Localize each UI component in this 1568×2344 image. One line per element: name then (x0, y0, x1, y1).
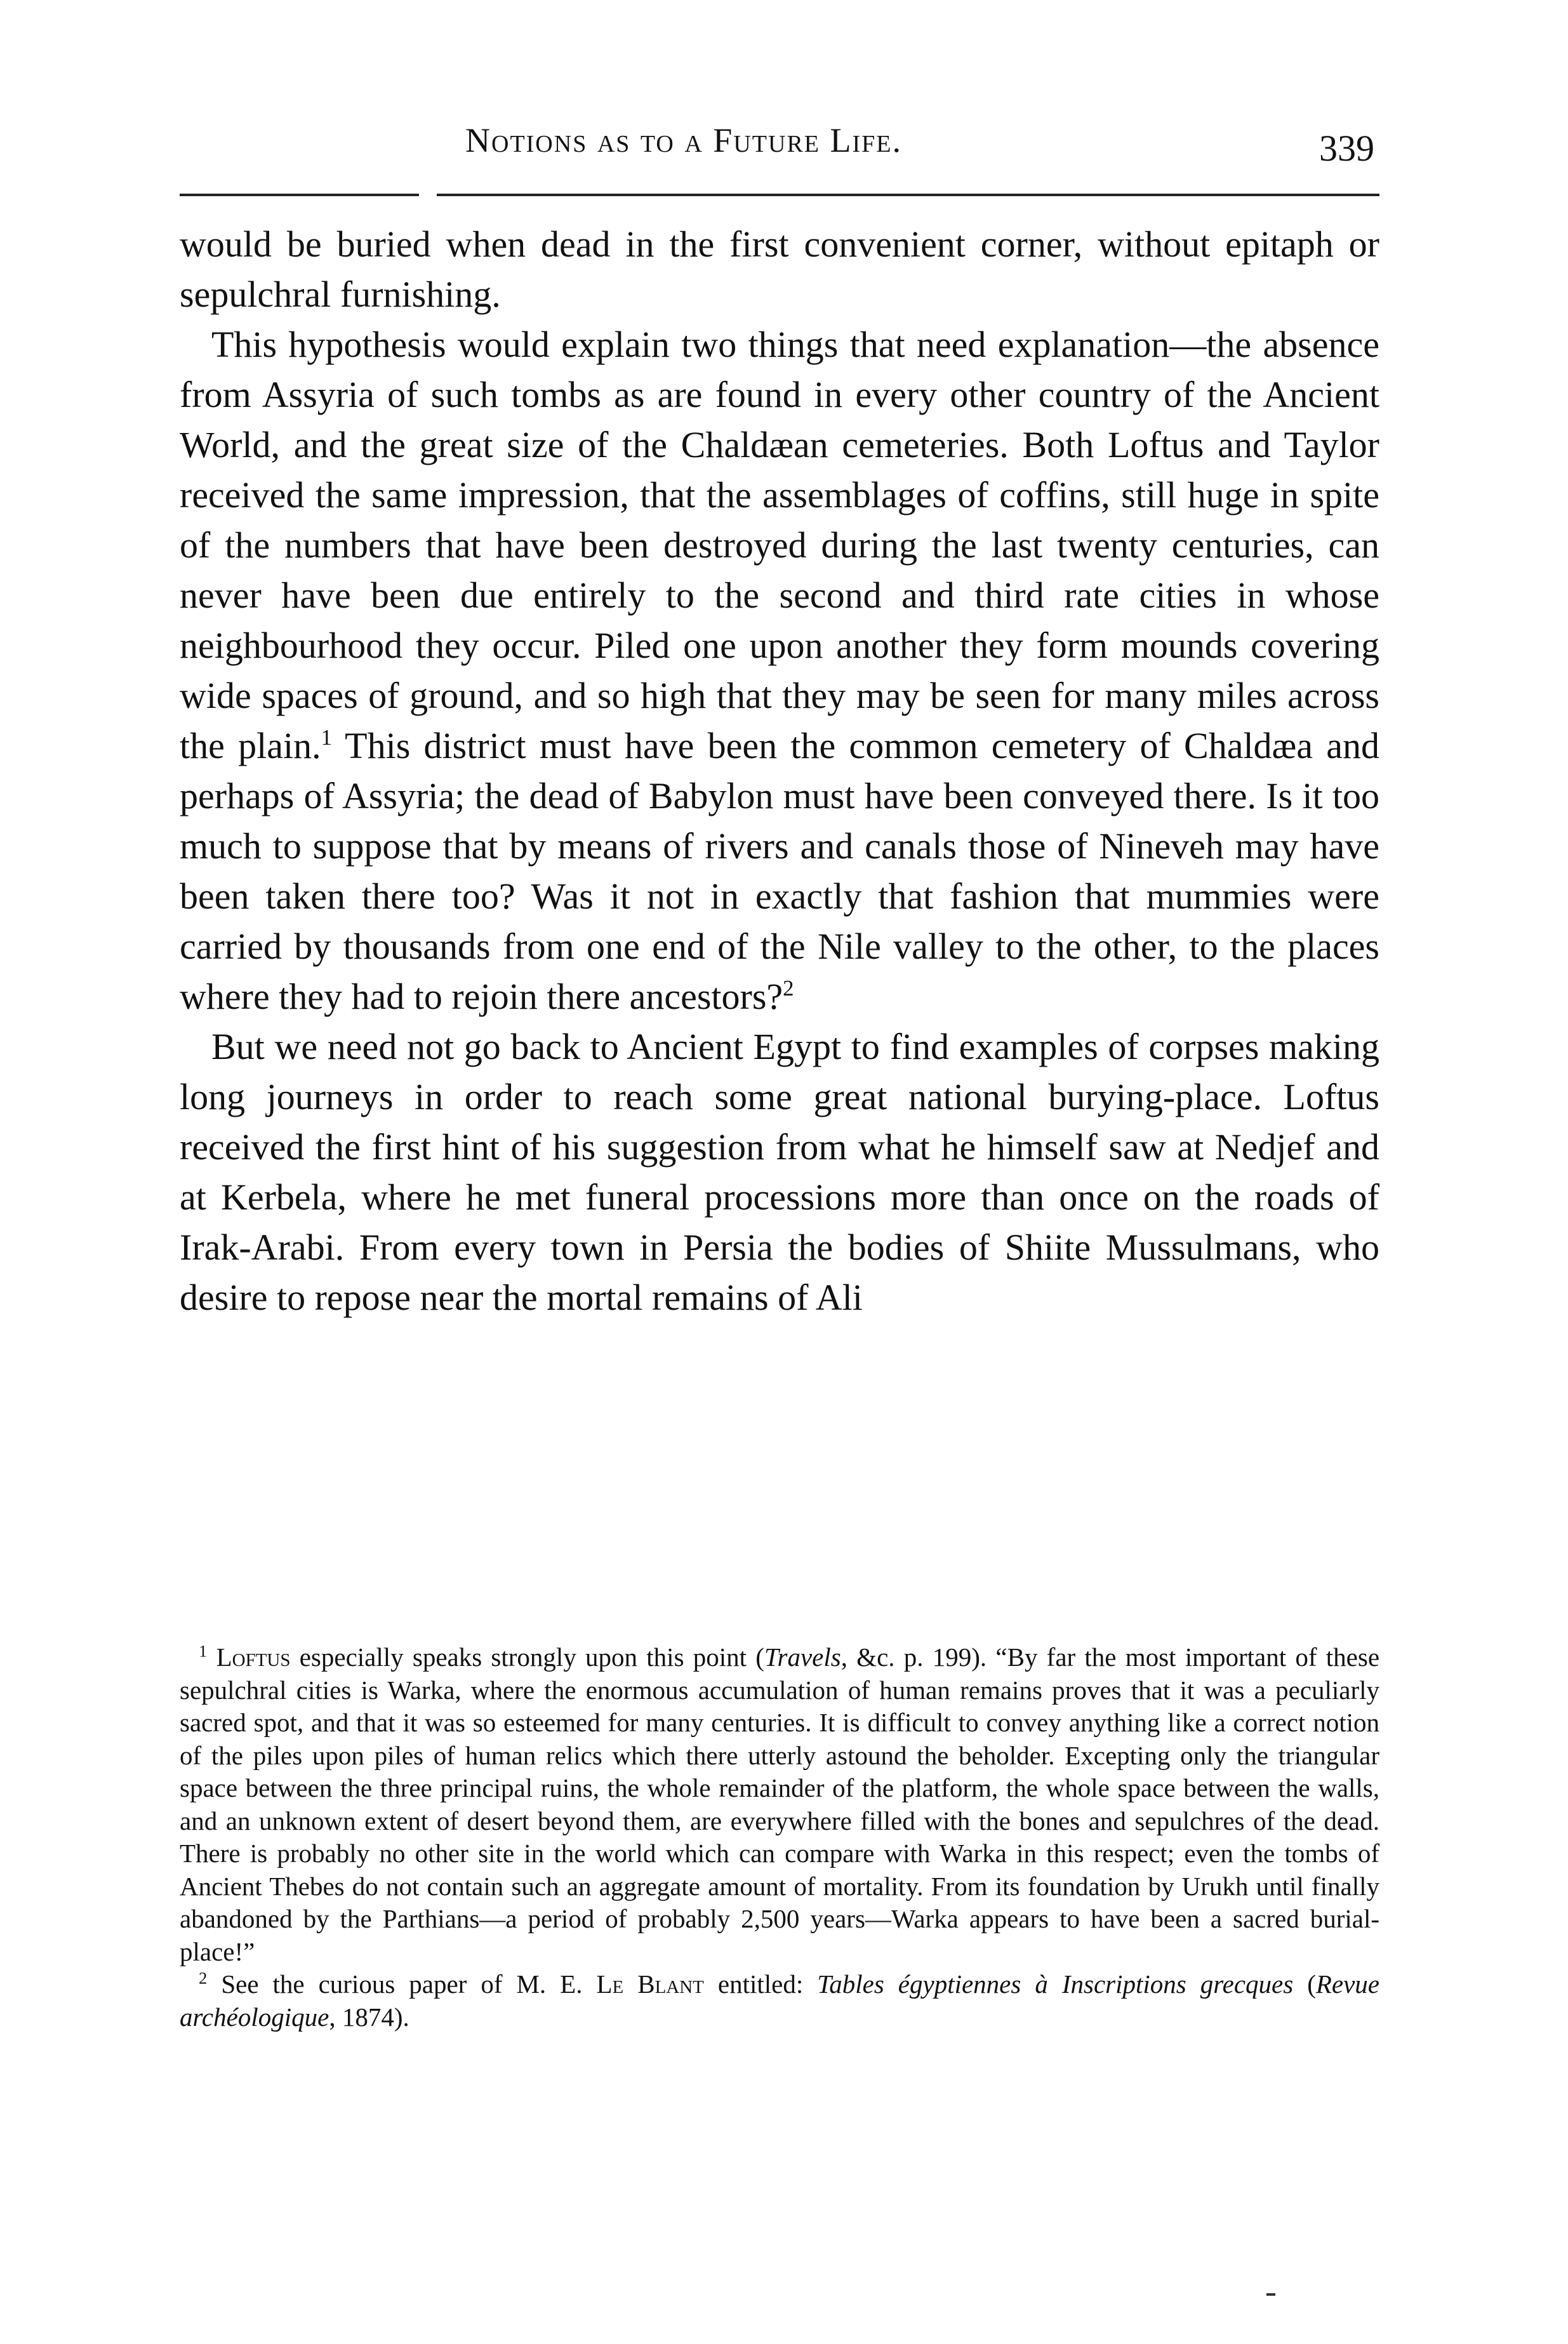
footnote-2 (180, 1968, 1379, 2034)
footnote-1-marker: 1 (199, 1641, 208, 1661)
page-header (180, 121, 1379, 171)
footnote-1 (180, 1641, 1379, 1968)
header-rule (180, 194, 1379, 196)
footnote-2-marker: 2 (199, 1968, 208, 1988)
footnotes (180, 1641, 1379, 2034)
footnote-2-text-d: , 1874). (329, 2002, 409, 2032)
scan-speck (1266, 2293, 1275, 2296)
paragraph-2-part-b: This district must have been the common cemetery of Chaldæa and perhaps of Assyria; the dead of Babylon must have been conveyed there. Is it too much to suppose that by means of rivers and canals those of Nineveh may have been taken there too? Was it not in exactly that fashion that mummies were carried by thousands from one end of the Nile valley to the other, to the places where they had to rejoin there ancestors? (180, 725, 1379, 1017)
main-text (180, 219, 1379, 1322)
running-title: Notions as to a Future Life. (465, 121, 902, 159)
footnote-2-text-c: ( (1293, 1969, 1316, 1999)
footnote-1-text-a: especially speaks strongly upon this point ( (290, 1642, 764, 1672)
paragraph-3: But we need not go back to Ancient Egypt to find examples of corpses making long journeys in order to reach some great national burying-place. Loftus received the first hint of his suggestion from what he himself saw at Nedjef and at Kerbela, where he met funeral processions more than once on the roads of Irak-Arabi. From every town in Persia the bodies of Shiite Mussulmans, who desire to repose near the mortal remains of Ali (180, 1026, 1379, 1318)
page-number: 339 (1319, 128, 1374, 169)
footnote-1-author: Loftus (216, 1642, 291, 1672)
paragraph-2-part-a: This hypothesis would explain two things that need explanation—the absence from Assyria of such tombs as are found in every other country of the Ancient World, and the great size of the Chaldæan cemeteries. Both Loftus and Taylor received the same impression, that the assemblages of coffins, still huge in spite of the numbers that have been destroyed during the last twenty centuries, can never have been due entirely to the second and third rate cities in whose neighbourhood they occur. Piled one upon another they form mounds covering wide spaces of ground, and so high that they may be seen for many miles across the plain. (180, 324, 1379, 766)
footnote-2-text-b: entitled: (703, 1969, 818, 1999)
footnote-1-work: Travels (764, 1642, 841, 1672)
footnote-1-text-b: , &c. p. 199). “By far the most important of these sepulchral cities is Warka, where the enormous accumulation of human remains proves that it was a peculiarly sacred spot, and that it was so esteemed for many centuries. It is difficult to convey anything like a correct notion of the piles upon piles of human relics which there utterly astound the beholder. Excepting only the triangular space between the three principal ruins, the whole remainder of the platform, the whole space between the walls, and an unknown extent of desert beyond them, are everywhere filled with the bones and sepulchres of the dead. There is probably no other site in the world which can compare with Warka in this respect; even the tombs of Ancient Thebes do not contain such an aggregate amount of mortality. From its foundation by Urukh until finally abandoned by the Parthians—a period of probably 2,500 years—Warka appears to have been a sacred burial-place!” (180, 1642, 1380, 1966)
footnote-2-work: Tables égyptiennes à Inscriptions grecques (817, 1969, 1294, 1999)
header-rule-gap (419, 190, 437, 198)
footnote-2-author: Le Blant (596, 1969, 704, 1999)
paragraph-1: would be buried when dead in the first convenient corner, without epitaph or sepulchral furnishing. (180, 223, 1379, 315)
paragraph-2 (180, 319, 1379, 1022)
footnote-2-text-a: See the curious paper of M. E. (207, 1969, 597, 1999)
footnote-ref-1[interactable]: 1 (321, 725, 332, 750)
footnote-ref-2[interactable]: 2 (783, 976, 794, 1001)
footnote-2-journal: Revue archéologique (180, 1969, 1379, 2032)
